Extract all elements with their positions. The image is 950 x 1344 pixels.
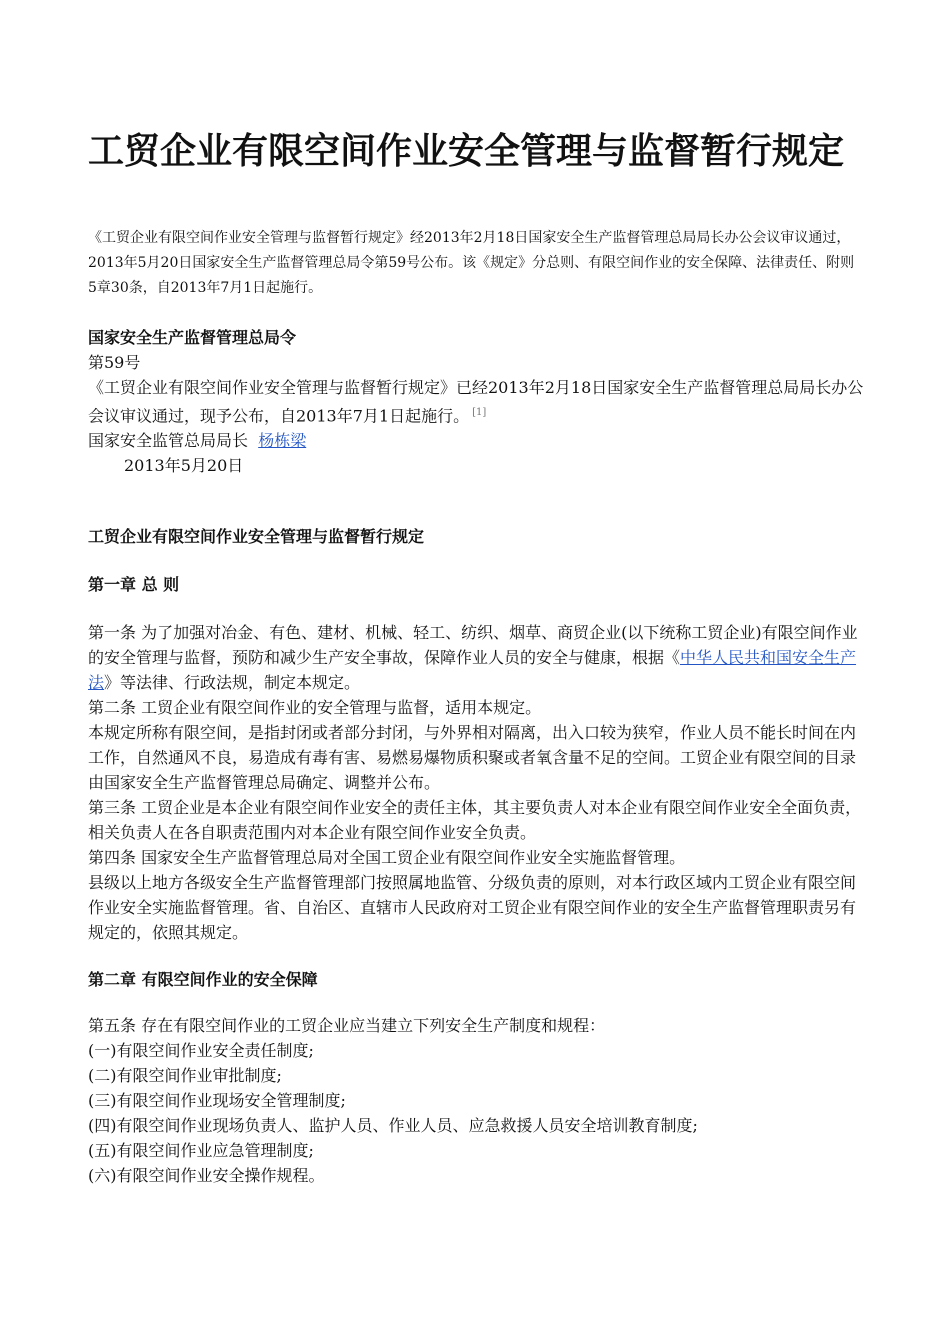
list-item: (四)有限空间作业现场负责人、监护人员、作业人员、应急救援人员安全培训教育制度;: [88, 1116, 698, 1135]
article-1-text-a: 第一条 为了加强对冶金、有色、建材、机械、轻工、纺织、烟草、商贸企业(以下统称工贸企业)有限空间作业的安全管理与监督，预防和减少生产安全事故，保障作业人员的安全与健康，根据《: [88, 623, 858, 667]
article-1-text-b: 》等法律、行政法规，制定本规定。: [104, 673, 361, 692]
article-3: 第三条 工贸企业是本企业有限空间作业安全的责任主体，其主要负责人对本企业有限空间作业安全全面负责，相关负责人在各自职责范围内对本企业有限空间作业安全负责。: [88, 798, 862, 842]
regulation-title: 工贸企业有限空间作业安全管理与监督暂行规定: [88, 527, 425, 546]
order-text: [88, 375, 868, 428]
list-item: (一)有限空间作业安全责任制度;: [88, 1041, 314, 1060]
article-4: 第四条 国家安全生产监督管理总局对全国工贸企业有限空间作业安全实施监督管理。: [88, 848, 686, 867]
list-item: (六)有限空间作业安全操作规程。: [88, 1166, 325, 1185]
page-title: 工贸企业有限空间作业安全管理与监督暂行规定: [88, 131, 845, 172]
article-4-paragraph-2: 县级以上地方各级安全生产监督管理部门按照属地监管、分级负责的原则，对本行政区域内工贸企业有限空间作业安全实施监督管理。省、自治区、直辖市人民政府对工贸企业有限空间作业的安全生产监督管理职责另有规定的，依照其规定。: [88, 873, 857, 942]
article-5: 第五条 存在有限空间作业的工贸企业应当建立下列安全生产制度和规程：: [88, 1016, 606, 1035]
article-2-paragraph-2: 本规定所称有限空间，是指封闭或者部分封闭，与外界相对隔离，出入口较为狭窄，作业人员不能长时间在内工作，自然通风不良，易造成有毒有害、易燃易爆物质积聚或者氧含量不足的空间。工贸企业有限空间的目录由国家安全生产监督管理总局确定、调整并公布。: [88, 723, 857, 792]
list-item: (五)有限空间作业应急管理制度;: [88, 1141, 314, 1160]
reference-link[interactable]: [1]: [472, 407, 487, 418]
order-signer: [88, 428, 868, 453]
article-2: 第二条 工贸企业有限空间作业的安全管理与监督，适用本规定。: [88, 698, 542, 717]
signer-title: 国家安全监管总局局长: [88, 431, 249, 451]
article-1: [88, 620, 868, 695]
safety-law-link[interactable]: 中华人民共和国安全生产法: [88, 648, 857, 692]
order-date: 2013年5月20日: [124, 456, 244, 476]
chapter1-body: [88, 620, 868, 945]
summary-paragraph: 《工贸企业有限空间作业安全管理与监督暂行规定》经2013年2月18日国家安全生产监督管理总局局长办公会议审议通过，2013年5月20日国家安全生产监督管理总局令第59号公布。该《规定》分总则、有限空间作业的安全保障、法律责任、附则5章30条，自2013年7月1日起施行。: [88, 230, 855, 296]
order-number: 第59号: [88, 353, 141, 372]
list-item: (三)有限空间作业现场安全管理制度;: [88, 1091, 346, 1110]
order-text-body: 《工贸企业有限空间作业安全管理与监督暂行规定》已经2013年2月18日国家安全生产监督管理总局局长办公会议审议通过，现予公布，自2013年7月1日起施行。: [88, 378, 864, 426]
list-item: (二)有限空间作业审批制度;: [88, 1066, 282, 1085]
chapter2-heading: 第二章 有限空间作业的安全保障: [88, 970, 318, 989]
signer-name-link[interactable]: 杨栋梁: [258, 431, 307, 451]
chapter2-body: [88, 1013, 868, 1188]
order-heading: 国家安全生产监督管理总局令: [88, 328, 297, 347]
order-section: [88, 325, 868, 478]
chapter1-heading: 第一章 总 则: [88, 575, 180, 594]
